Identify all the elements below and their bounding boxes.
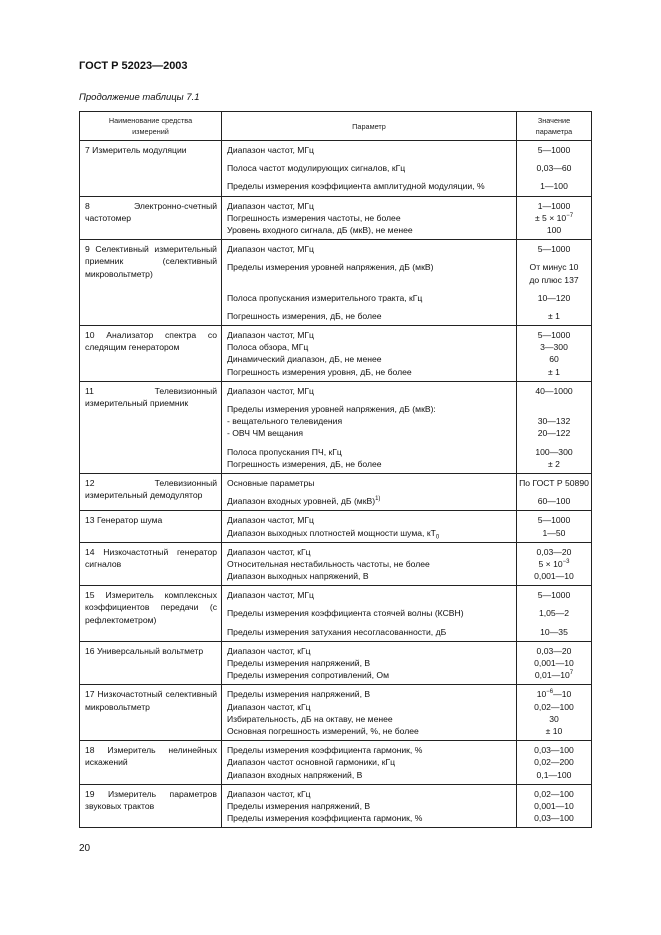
value-text: 0,03—20 bbox=[536, 546, 572, 557]
value-tail: —10 bbox=[553, 689, 572, 700]
value-line bbox=[517, 713, 591, 725]
parameter-line bbox=[222, 645, 516, 657]
value-cell bbox=[517, 741, 592, 785]
value-line bbox=[517, 495, 591, 507]
value-line bbox=[517, 744, 591, 756]
parameter-text: Погрешность измерения, дБ, не более bbox=[227, 458, 382, 469]
instrument-name: 12 Телевизионный измерительный демодулятор bbox=[80, 473, 222, 510]
value-line bbox=[517, 570, 591, 582]
value-text: 30—132 bbox=[537, 416, 571, 427]
parameter-line bbox=[222, 744, 516, 756]
parameter-text: Пределы измерения сопротивлений, Ом bbox=[227, 670, 390, 681]
value-line bbox=[517, 162, 591, 174]
parameter-text: Пределы измерения коэффициента стоячей волны (КСВН) bbox=[227, 608, 464, 619]
parameter-cell bbox=[222, 542, 517, 586]
parameter-cell bbox=[222, 685, 517, 741]
parameter-text: Избирательность, дБ на октаву, не менее bbox=[227, 713, 393, 724]
value-line bbox=[517, 224, 591, 236]
value-cell bbox=[517, 196, 592, 240]
value-text: 30 bbox=[549, 713, 559, 724]
table-row bbox=[80, 741, 592, 785]
instrument-name: 19 Измеритель параметров звуковых трактов bbox=[80, 784, 222, 828]
value-line bbox=[517, 292, 591, 304]
parameter-line bbox=[222, 725, 516, 737]
value-line bbox=[517, 212, 591, 224]
parameter-line bbox=[222, 800, 516, 812]
parameter-text: Диапазон частот, МГц bbox=[227, 385, 314, 396]
value-line bbox=[517, 527, 591, 539]
parameter-line bbox=[222, 527, 516, 539]
value-line bbox=[517, 725, 591, 737]
value-line bbox=[517, 353, 591, 365]
parameter-text: Пределы измерения затухания несогласованности, дБ bbox=[227, 626, 447, 637]
value-text: 100—300 bbox=[535, 446, 573, 457]
value-line bbox=[517, 657, 591, 669]
parameter-line bbox=[222, 341, 516, 353]
value-cell bbox=[517, 473, 592, 510]
value-text: 0,03—60 bbox=[536, 163, 572, 174]
value-text: 0,02—100 bbox=[534, 701, 574, 712]
parameter-line bbox=[222, 570, 516, 582]
parameter-text: Диапазон частот, кГц bbox=[227, 645, 311, 656]
parameter-text: Полоса частот модулирующих сигналов, кГц bbox=[227, 163, 406, 174]
parameter-cell bbox=[222, 240, 517, 326]
value-text: 60—100 bbox=[537, 496, 571, 507]
value-line bbox=[517, 756, 591, 768]
value-text: 0,03—100 bbox=[534, 813, 574, 824]
value-line bbox=[517, 701, 591, 713]
instrument-name: 7 Измеритель модуляции bbox=[80, 141, 222, 197]
parameter-line bbox=[222, 162, 516, 174]
parameter-line bbox=[222, 200, 516, 212]
value-cell bbox=[517, 685, 592, 741]
value-text: 0,001—10 bbox=[534, 571, 574, 582]
value-exponent: 7 bbox=[569, 670, 574, 677]
table-row bbox=[80, 542, 592, 586]
instrument-name: 18 Измеритель нелинейных искажений bbox=[80, 741, 222, 785]
parameter-text: - вещательного телевидения bbox=[227, 416, 343, 427]
parameter-line bbox=[222, 626, 516, 638]
value-line bbox=[517, 514, 591, 526]
parameter-line bbox=[222, 458, 516, 470]
value-text: 5—1000 bbox=[537, 515, 571, 526]
value-text: 0,03—20 bbox=[536, 645, 572, 656]
parameter-line bbox=[222, 756, 516, 768]
parameter-line bbox=[222, 669, 516, 681]
parameter-line bbox=[222, 788, 516, 800]
parameter-line bbox=[222, 546, 516, 558]
parameter-line bbox=[222, 243, 516, 255]
parameter-line bbox=[222, 212, 516, 224]
parameter-line bbox=[222, 144, 516, 156]
value-text: ± 1 bbox=[548, 310, 560, 321]
value-line bbox=[517, 415, 591, 427]
value-text: От минус 10 до плюс 137 bbox=[529, 262, 579, 285]
parameter-text: Полоса пропускания ПЧ, кГц bbox=[227, 446, 342, 457]
page-number: 20 bbox=[79, 843, 91, 854]
parameter-text: Уровень входного сигнала, дБ (мкВ), не менее bbox=[227, 224, 413, 235]
value-cell bbox=[517, 511, 592, 542]
parameter-text: Пределы измерения коэффициента гармоник, % bbox=[227, 813, 423, 824]
value-text: 1—100 bbox=[540, 181, 568, 192]
value-text: 5—1000 bbox=[537, 145, 571, 155]
value-text: 0,001—10 bbox=[534, 800, 574, 811]
parameter-text: Динамический диапазон, дБ, не менее bbox=[227, 354, 382, 365]
value-line bbox=[517, 688, 591, 700]
parameter-text: Диапазон входных уровней, дБ (мкВ) bbox=[227, 496, 376, 507]
instrument-name: 11 Телевизионный измерительный приемник bbox=[80, 381, 222, 473]
parameter-cell bbox=[222, 511, 517, 542]
value-text: 40—1000 bbox=[535, 385, 573, 396]
parameter-line bbox=[222, 657, 516, 669]
value-line bbox=[517, 261, 591, 285]
table-row bbox=[80, 141, 592, 197]
table-row bbox=[80, 240, 592, 326]
value-line bbox=[517, 385, 591, 397]
parameter-text: Диапазон выходных плотностей мощности шума, кТ bbox=[227, 527, 436, 538]
parameter-subscript: 0 bbox=[435, 534, 440, 541]
value-line bbox=[517, 427, 591, 439]
value-cell bbox=[517, 641, 592, 685]
parameter-text: Пределы измерения напряжений, В bbox=[227, 658, 371, 669]
parameter-text: Полоса пропускания измерительного тракта, кГц bbox=[227, 292, 423, 303]
value-line bbox=[517, 800, 591, 812]
parameter-cell bbox=[222, 196, 517, 240]
parameter-line bbox=[222, 180, 516, 192]
table-row bbox=[80, 326, 592, 382]
parameter-text: Погрешность измерения частоты, не более bbox=[227, 212, 401, 223]
parameter-text: Диапазон входных напряжений, В bbox=[227, 769, 363, 780]
instrument-name: 10 Анализатор спектра со следящим генератором bbox=[80, 326, 222, 382]
parameter-line bbox=[222, 514, 516, 526]
value-text: 5—1000 bbox=[537, 244, 571, 255]
table-row bbox=[80, 381, 592, 473]
parameter-line bbox=[222, 403, 516, 415]
parameter-cell bbox=[222, 784, 517, 828]
value-line bbox=[517, 458, 591, 470]
parameter-line bbox=[222, 607, 516, 619]
table-row bbox=[80, 196, 592, 240]
value-text: 0,03—100 bbox=[534, 745, 574, 756]
parameter-text: Диапазон частот, кГц bbox=[227, 546, 311, 557]
instrument-name: 17 Низкочастотный селективный микровольтметр bbox=[80, 685, 222, 741]
parameter-line bbox=[222, 589, 516, 601]
table-continuation-caption: Продолжение таблицы 7.1 bbox=[79, 92, 200, 103]
table-row bbox=[80, 784, 592, 828]
parameter-footnote-mark: 1) bbox=[375, 496, 381, 503]
parameter-text: Погрешность измерения уровня, дБ, не более bbox=[227, 366, 412, 377]
value-line bbox=[517, 144, 591, 156]
parameter-line bbox=[222, 769, 516, 781]
parameter-text: Диапазон частот основной гармоники, кГц bbox=[227, 757, 396, 768]
column-header-value: Значение параметра bbox=[517, 112, 592, 141]
value-line bbox=[517, 366, 591, 378]
parameter-text: Пределы измерения напряжений, В bbox=[227, 800, 371, 811]
value-text: 0,02—200 bbox=[534, 757, 574, 768]
value-cell bbox=[517, 240, 592, 326]
table-row bbox=[80, 473, 592, 510]
parameter-line bbox=[222, 427, 516, 439]
instrument-name: 15 Измеритель комплексных коэффициентов передачи (с рефлектометром) bbox=[80, 586, 222, 642]
parameter-text: Диапазон частот, МГц bbox=[227, 330, 314, 341]
parameter-cell bbox=[222, 141, 517, 197]
parameter-line bbox=[222, 310, 516, 322]
parameter-line bbox=[222, 701, 516, 713]
value-text: 5—1000 bbox=[537, 590, 571, 601]
value-line bbox=[517, 788, 591, 800]
parameter-line bbox=[222, 558, 516, 570]
value-text: 1—1000 bbox=[537, 200, 571, 211]
document-title: ГОСТ Р 52023—2003 bbox=[79, 60, 188, 72]
value-text: 10—35 bbox=[540, 626, 568, 637]
parameter-cell bbox=[222, 381, 517, 473]
value-line bbox=[517, 310, 591, 322]
parameter-text: Пределы измерения коэффициента амплитудной модуляции, % bbox=[227, 181, 485, 192]
value-text: ± 1 bbox=[548, 366, 560, 377]
parameter-text: Диапазон частот, МГц bbox=[227, 200, 314, 211]
parameter-line bbox=[222, 353, 516, 365]
value-cell bbox=[517, 542, 592, 586]
value-text: По ГОСТ Р 50890 bbox=[519, 477, 589, 488]
value-text: 3—300 bbox=[540, 342, 568, 353]
parameter-line bbox=[222, 812, 516, 824]
value-line bbox=[517, 329, 591, 341]
value-text: 60 bbox=[549, 354, 559, 365]
parameter-line bbox=[222, 366, 516, 378]
table-row bbox=[80, 685, 592, 741]
parameter-text: Относительная нестабильность частоты, не более bbox=[227, 558, 430, 569]
value-text: 20—122 bbox=[537, 428, 571, 439]
value-line bbox=[517, 403, 591, 415]
parameter-line bbox=[222, 446, 516, 458]
parameter-line bbox=[222, 495, 516, 507]
instrument-name: 16 Универсальный вольтметр bbox=[80, 641, 222, 685]
value-text: 10—120 bbox=[537, 292, 571, 303]
parameter-text: Диапазон частот, МГц bbox=[227, 515, 314, 526]
value-exponent: −6 bbox=[546, 689, 554, 696]
value-line bbox=[517, 812, 591, 824]
value-line bbox=[517, 769, 591, 781]
value-line bbox=[517, 558, 591, 570]
parameter-text: Пределы измерения напряжений, В bbox=[227, 689, 371, 700]
value-line bbox=[517, 607, 591, 619]
parameter-text: - ОВЧ ЧМ вещания bbox=[227, 428, 303, 439]
value-line bbox=[517, 477, 591, 489]
parameter-text: Погрешность измерения, дБ, не более bbox=[227, 310, 382, 321]
value-line bbox=[517, 626, 591, 638]
value-line bbox=[517, 546, 591, 558]
value-text: ± 10 bbox=[545, 725, 563, 736]
value-text: 100 bbox=[546, 224, 562, 235]
value-cell bbox=[517, 141, 592, 197]
parameter-cell bbox=[222, 641, 517, 685]
value-cell bbox=[517, 784, 592, 828]
value-line bbox=[517, 341, 591, 353]
column-header-instrument: Наименование средства измерений bbox=[80, 112, 222, 141]
instrument-name: 9 Селективный измерительный приемник (селективный микровольтметр) bbox=[80, 240, 222, 326]
value-text: 10 bbox=[536, 689, 547, 700]
parameter-line bbox=[222, 261, 516, 285]
value-line bbox=[517, 645, 591, 657]
parameter-text: Пределы измерения уровней напряжения, дБ (мкВ) bbox=[227, 262, 434, 273]
instrument-name: 14 Низкочастотный генератор сигналов bbox=[80, 542, 222, 586]
parameter-text: Пределы измерения уровней напряжения, дБ (мкВ): bbox=[227, 404, 436, 415]
parameter-cell bbox=[222, 326, 517, 382]
value-text: 0,02—100 bbox=[534, 788, 574, 799]
parameter-cell bbox=[222, 473, 517, 510]
parameter-cell bbox=[222, 586, 517, 642]
parameter-text: Диапазон выходных напряжений, В bbox=[227, 571, 369, 582]
value-cell bbox=[517, 381, 592, 473]
parameter-line bbox=[222, 477, 516, 489]
value-line bbox=[517, 243, 591, 255]
instrument-name: 13 Генератор шума bbox=[80, 511, 222, 542]
column-header-parameter: Параметр bbox=[222, 112, 517, 141]
value-text: 5 × 10 bbox=[538, 558, 563, 569]
parameter-line bbox=[222, 292, 516, 304]
parameter-text: Основные параметры bbox=[227, 477, 315, 488]
table-header-row bbox=[80, 112, 592, 141]
parameter-text: Диапазон частот, кГц bbox=[227, 701, 311, 712]
value-text: 0,1—100 bbox=[536, 769, 572, 780]
parameter-text: Диапазон частот, МГц bbox=[227, 244, 314, 255]
table-row bbox=[80, 586, 592, 642]
parameter-text: Полоса обзора, МГц bbox=[227, 342, 309, 353]
parameter-line bbox=[222, 329, 516, 341]
value-line bbox=[517, 669, 591, 681]
value-text: 5—1000 bbox=[537, 330, 571, 341]
parameter-line bbox=[222, 713, 516, 725]
parameter-line bbox=[222, 688, 516, 700]
parameter-cell bbox=[222, 741, 517, 785]
value-line bbox=[517, 200, 591, 212]
value-line bbox=[517, 446, 591, 458]
value-exponent: −3 bbox=[562, 559, 570, 566]
value-cell bbox=[517, 326, 592, 382]
value-text: 0,01—10 bbox=[534, 670, 570, 681]
table-row bbox=[80, 641, 592, 685]
parameter-text: Диапазон частот, кГц bbox=[227, 788, 311, 799]
parameter-line bbox=[222, 415, 516, 427]
parameter-text: Диапазон частот, МГц bbox=[227, 145, 314, 155]
parameter-line bbox=[222, 385, 516, 397]
value-text: ± 5 × 10 bbox=[534, 212, 567, 223]
parameter-line bbox=[222, 224, 516, 236]
value-cell bbox=[517, 586, 592, 642]
value-line bbox=[517, 589, 591, 601]
parameter-text: Основная погрешность измерений, %, не более bbox=[227, 725, 419, 736]
measuring-instruments-table bbox=[79, 111, 592, 828]
value-line bbox=[517, 180, 591, 192]
instrument-name: 8 Электронно-счетный частотомер bbox=[80, 196, 222, 240]
table-row bbox=[80, 511, 592, 542]
value-exponent: −7 bbox=[566, 212, 574, 219]
value-text: ± 2 bbox=[548, 458, 560, 469]
parameter-text: Диапазон частот, МГц bbox=[227, 590, 314, 601]
value-text: 1—50 bbox=[542, 527, 566, 538]
value-text: 0,001—10 bbox=[534, 658, 574, 669]
value-text: 1,05—2 bbox=[538, 608, 570, 619]
parameter-text: Пределы измерения коэффициента гармоник, % bbox=[227, 745, 423, 756]
